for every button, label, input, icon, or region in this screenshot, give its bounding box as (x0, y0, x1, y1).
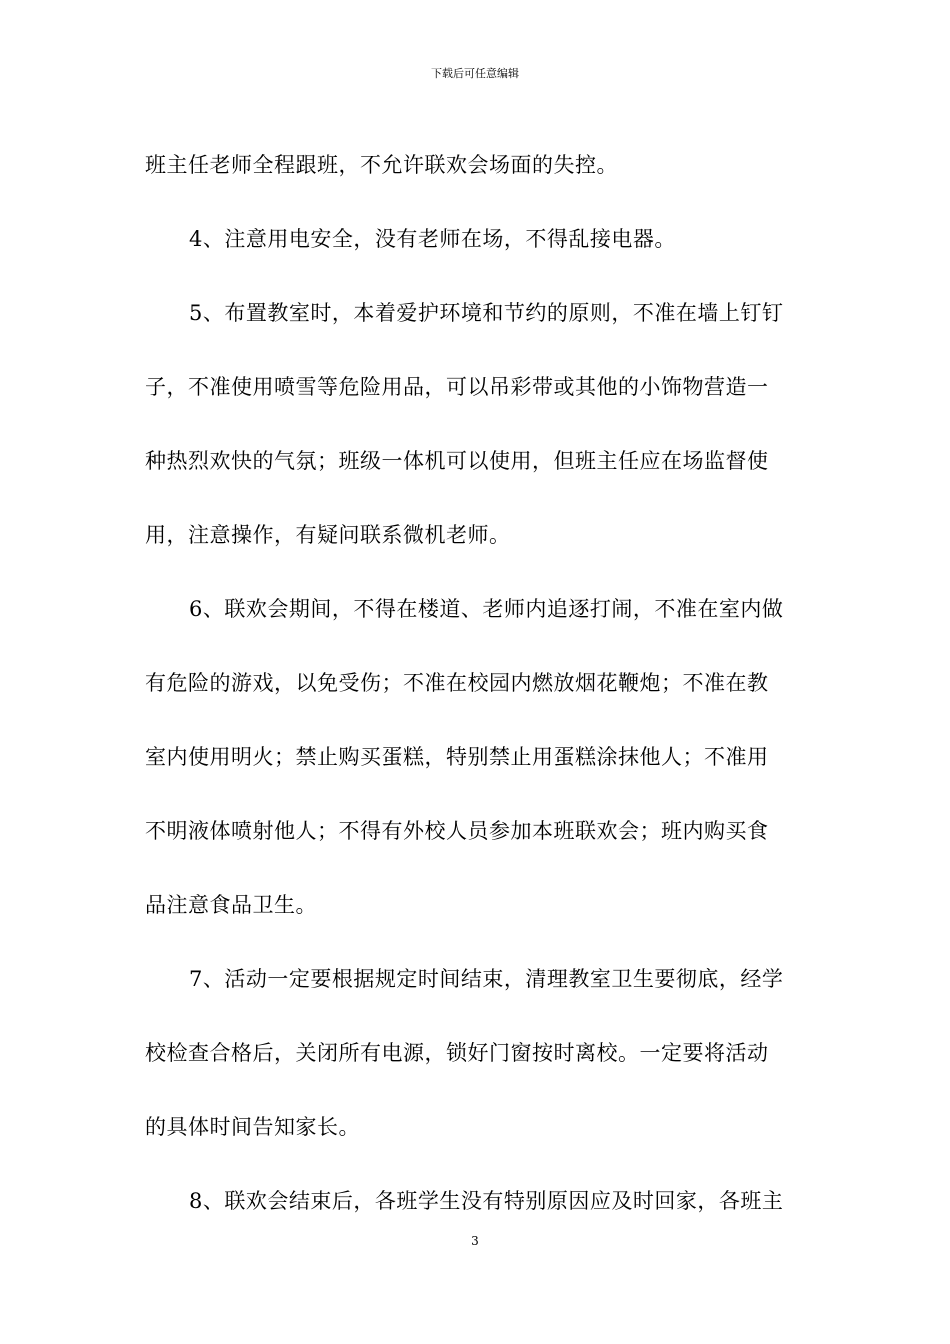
text-line: 班主任老师全程跟班，不允许联欢会场面的失控。 (145, 153, 618, 177)
text-line: 不明液体喷射他人；不得有外校人员参加本班联欢会；班内购买食 (145, 819, 769, 843)
text-line: 5、布置教室时，本着爱护环境和节约的原则，不准在墙上钉钉 (189, 301, 784, 325)
text-line: 6、联欢会期间，不得在楼道、老师内追逐打闹，不准在室内做 (189, 597, 784, 621)
text-line: 的具体时间告知家长。 (145, 1115, 360, 1139)
text-line: 用，注意操作，有疑问联系微机老师。 (145, 523, 511, 547)
text-line: 校检查合格后，关闭所有电源，锁好门窗按时离校。一定要将活动 (145, 1041, 769, 1065)
text-line: 4、注意用电安全，没有老师在场，不得乱接电器。 (189, 227, 676, 251)
document-body (145, 128, 810, 1238)
text-line: 7、活动一定要根据规定时间结束，清理教室卫生要彻底，经学 (189, 967, 784, 991)
text-line: 有危险的游戏，以免受伤；不准在校园内燃放烟花鞭炮；不准在教 (145, 671, 769, 695)
page-header: 下载后可任意编辑 (431, 67, 519, 80)
text-line: 子，不准使用喷雪等危险用品，可以吊彩带或其他的小饰物营造一 (145, 375, 769, 399)
page-number: 3 (471, 1234, 479, 1248)
text-line: 室内使用明火；禁止购买蛋糕，特别禁止用蛋糕涂抹他人；不准用 (145, 745, 769, 769)
text-line: 品注意食品卫生。 (145, 893, 317, 917)
text-line: 8、联欢会结束后，各班学生没有特别原因应及时回家，各班主 (189, 1189, 784, 1213)
text-line: 种热烈欢快的气氛；班级一体机可以使用，但班主任应在场监督使 (145, 449, 769, 473)
